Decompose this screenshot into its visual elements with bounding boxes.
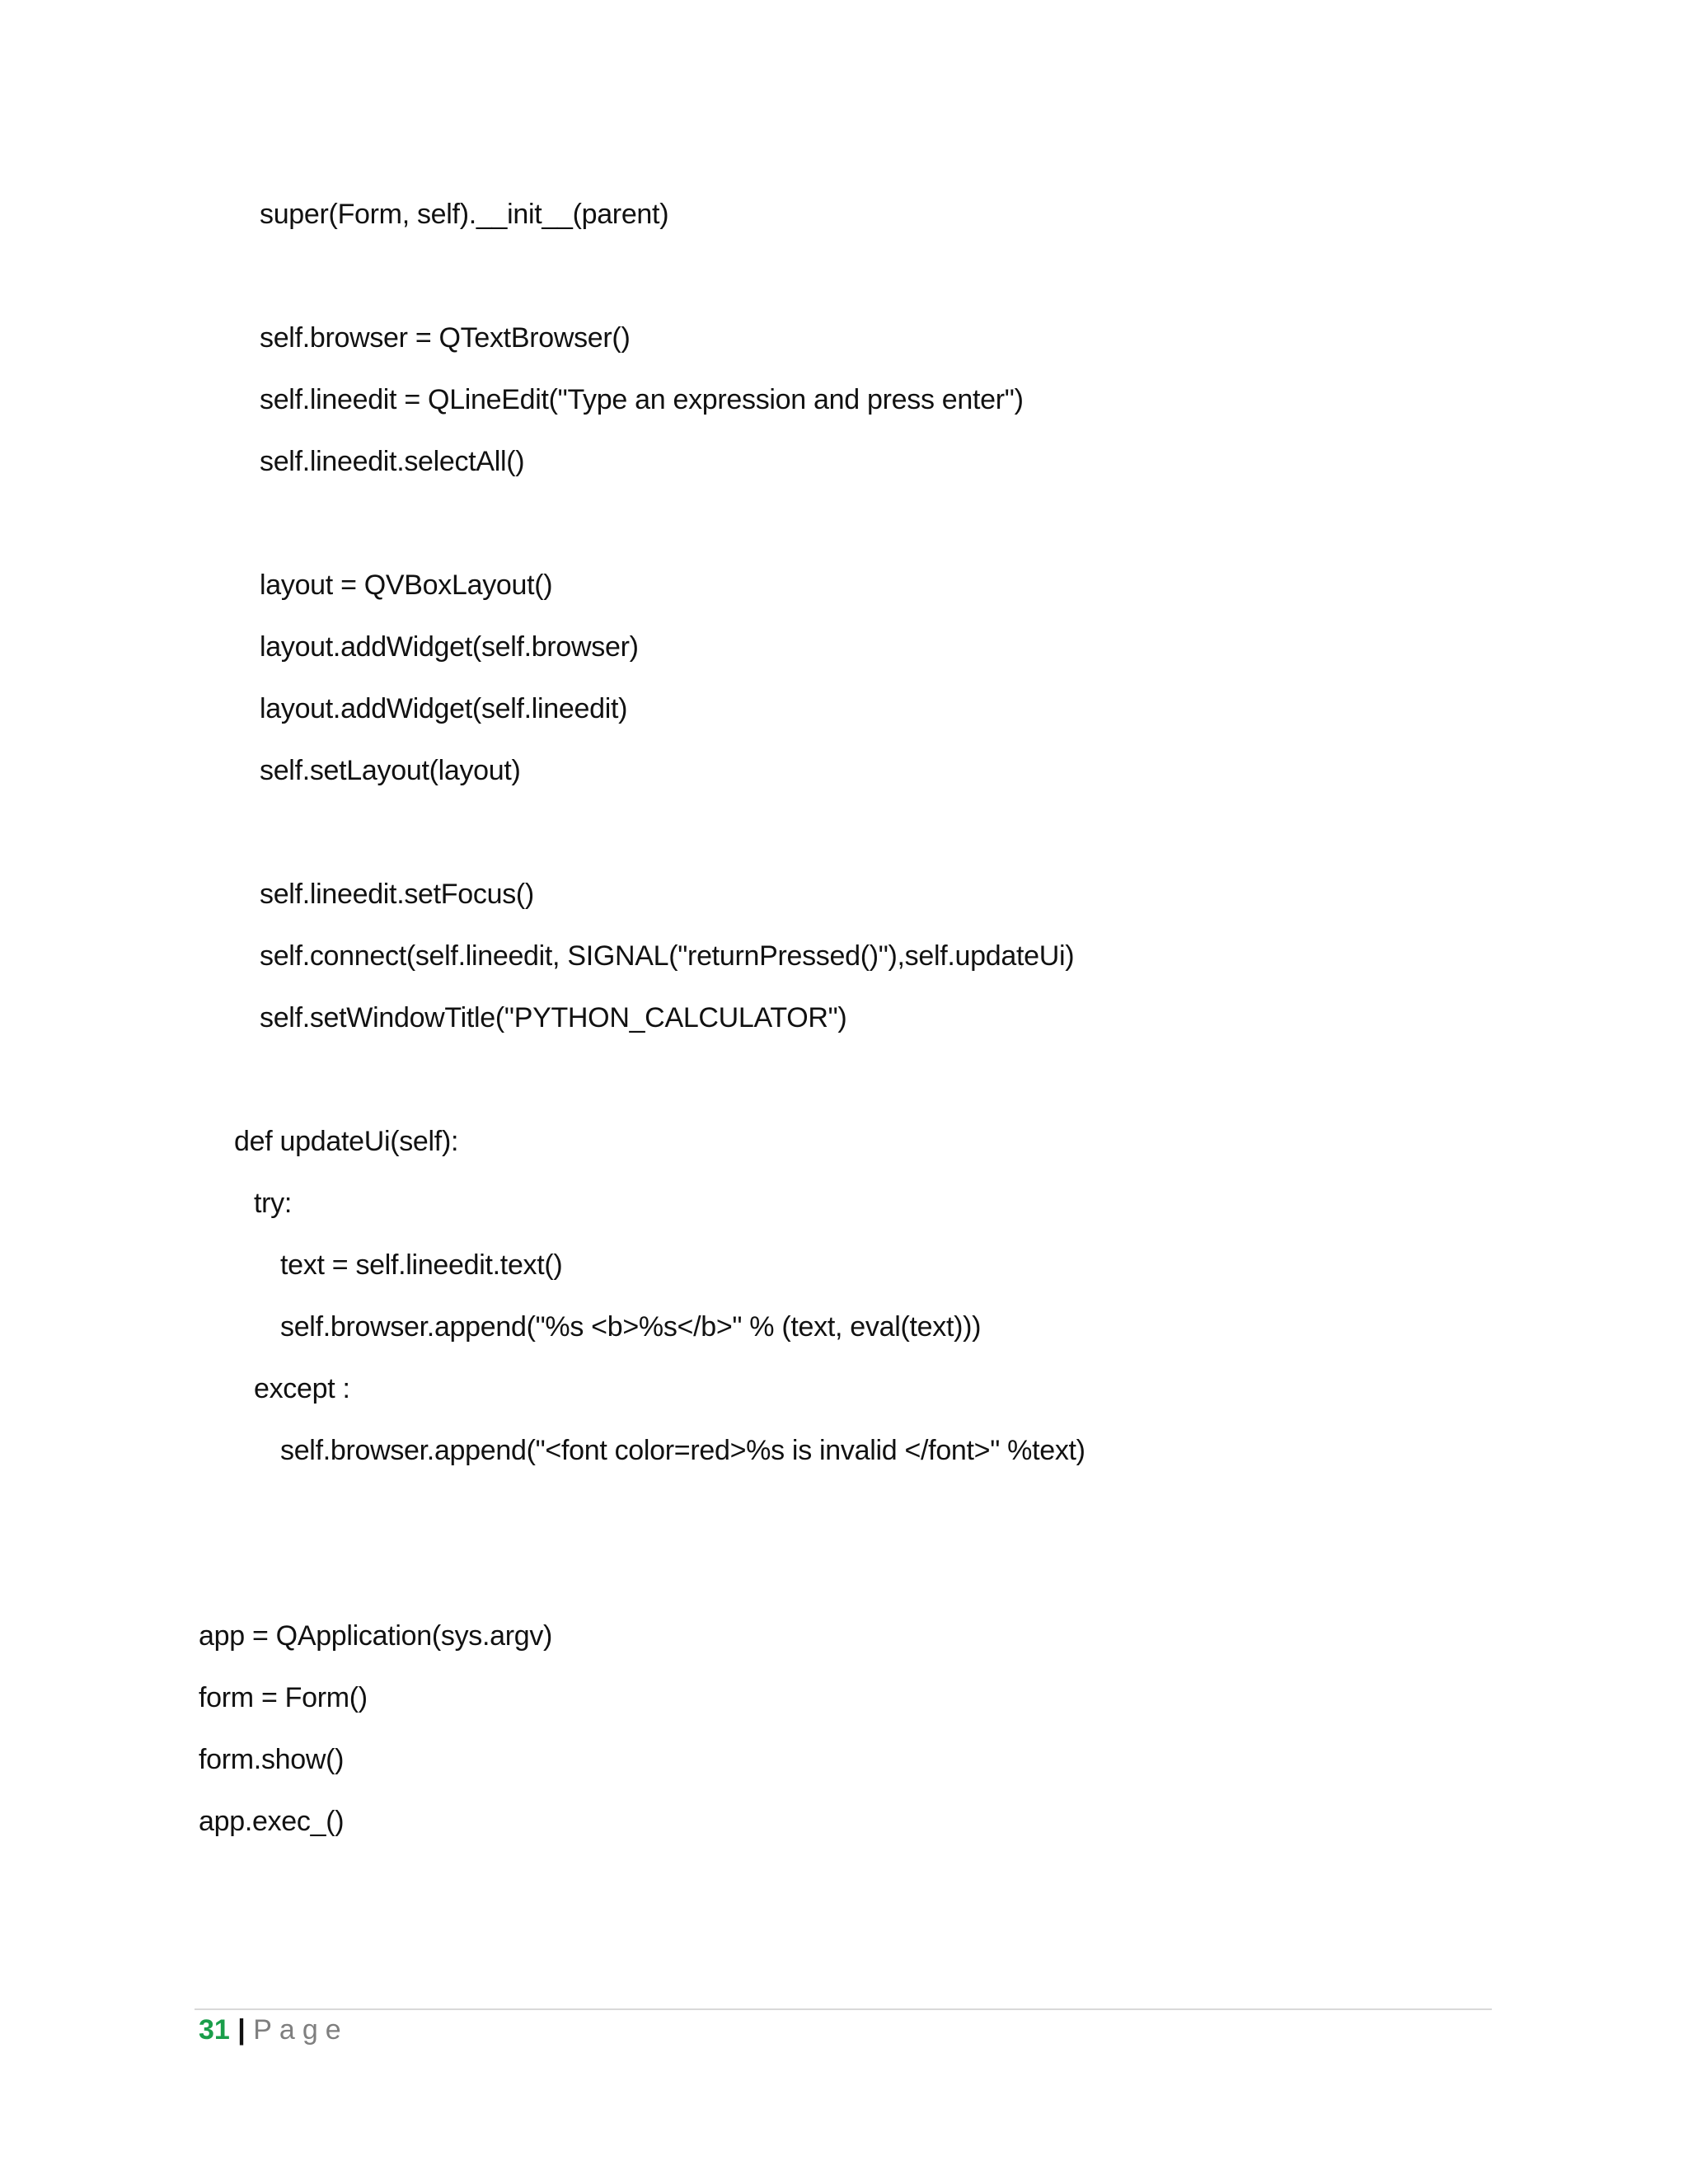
code-line: form.show() bbox=[199, 1744, 345, 1775]
footer-divider bbox=[195, 2008, 1492, 2010]
code-line: self.setWindowTitle("PYTHON_CALCULATOR") bbox=[260, 1002, 847, 1033]
code-line: self.browser.append("%s <b>%s</b>" % (text, eval(text))) bbox=[280, 1311, 982, 1343]
page-footer bbox=[199, 2012, 349, 2048]
code-line: def updateUi(self): bbox=[234, 1126, 459, 1157]
code-line: self.connect(self.lineedit, SIGNAL("returnPressed()"),self.updateUi) bbox=[260, 940, 1075, 972]
code-line: layout.addWidget(self.browser) bbox=[260, 631, 639, 663]
code-line: except : bbox=[254, 1373, 350, 1404]
code-line: text = self.lineedit.text() bbox=[280, 1249, 563, 1281]
code-line: app.exec_() bbox=[199, 1806, 345, 1837]
code-line: self.browser.append("<font color=red>%s is invalid </font>" %text) bbox=[280, 1435, 1085, 1466]
code-line: form = Form() bbox=[199, 1682, 368, 1713]
page-label: Page bbox=[253, 2014, 349, 2046]
code-line: self.lineedit.setFocus() bbox=[260, 879, 534, 910]
code-line: try: bbox=[254, 1188, 293, 1219]
page-number: 31 bbox=[199, 2014, 230, 2046]
code-line: self.browser = QTextBrowser() bbox=[260, 322, 631, 354]
page-separator: | bbox=[237, 2014, 246, 2046]
code-line: self.setLayout(layout) bbox=[260, 755, 521, 786]
code-line: super(Form, self).__init__(parent) bbox=[260, 199, 669, 230]
code-line: layout.addWidget(self.lineedit) bbox=[260, 693, 628, 724]
code-line: self.lineedit = QLineEdit("Type an expression and press enter") bbox=[260, 384, 1024, 415]
code-line: self.lineedit.selectAll() bbox=[260, 446, 525, 477]
code-line: layout = QVBoxLayout() bbox=[260, 569, 553, 601]
code-line: app = QApplication(sys.argv) bbox=[199, 1620, 553, 1652]
